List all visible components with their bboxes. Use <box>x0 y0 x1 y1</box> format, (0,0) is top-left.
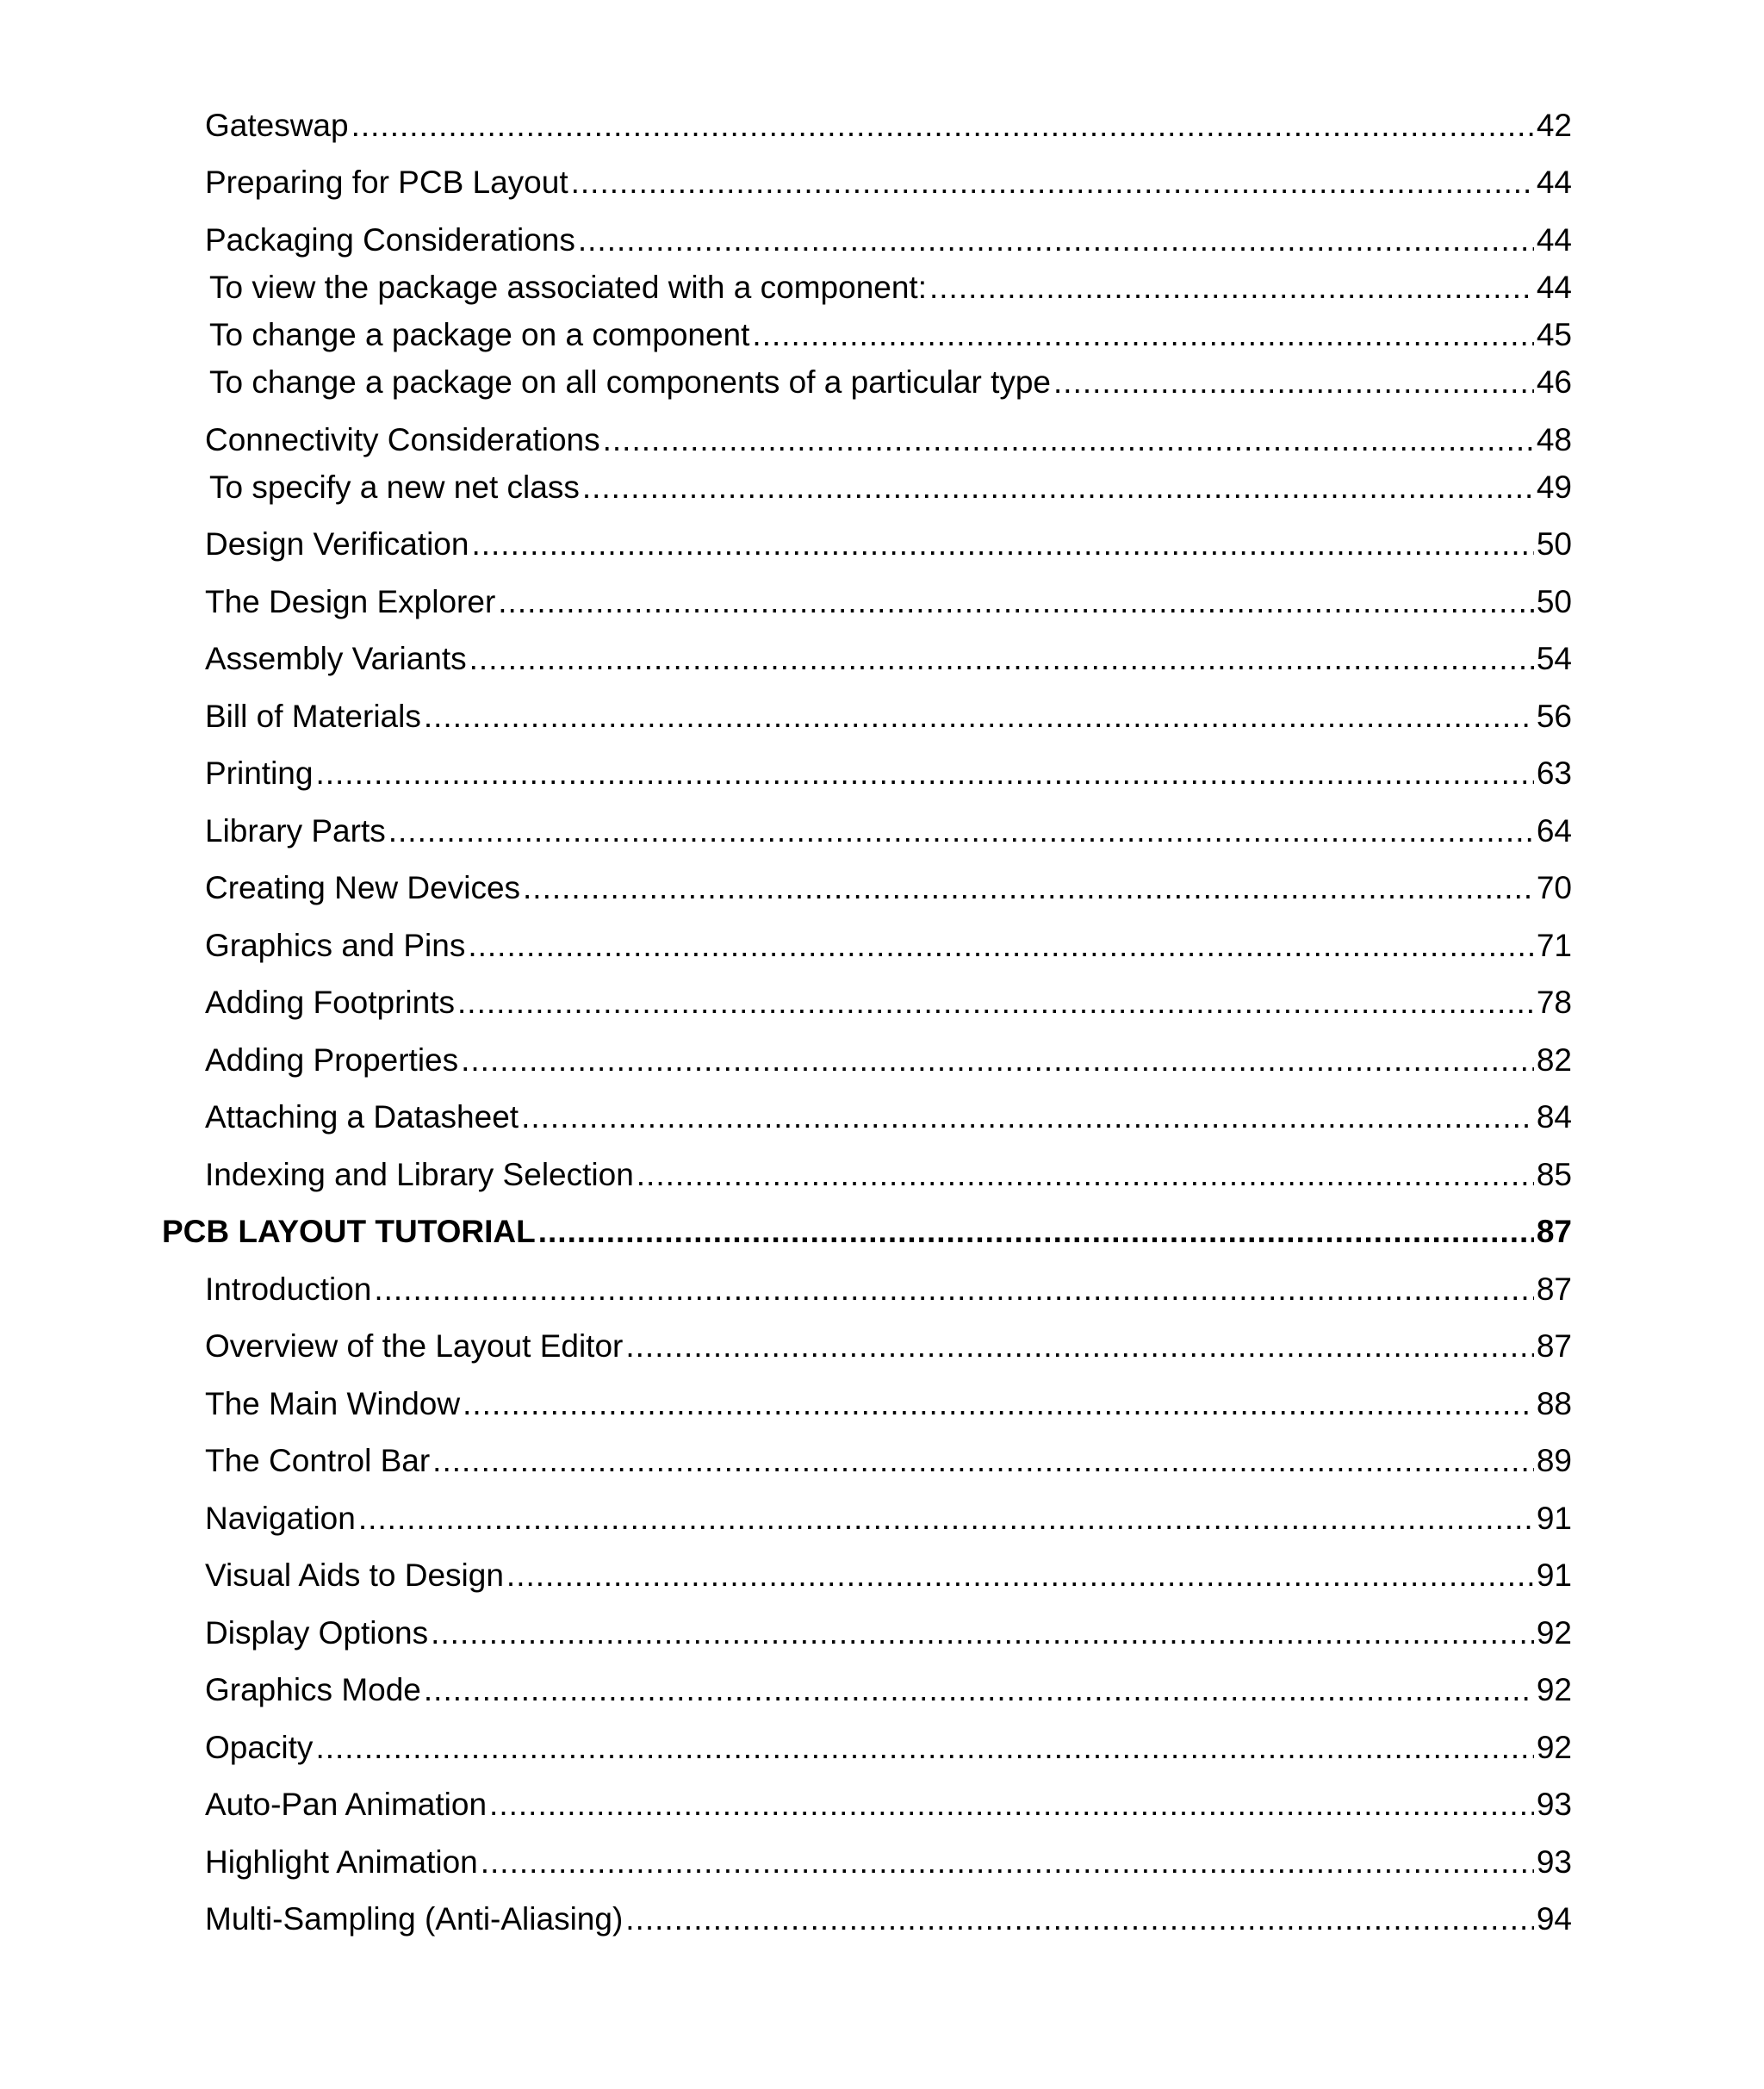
toc-entry-page: 45 <box>1536 317 1572 352</box>
toc-entry-title: The Control Bar <box>205 1443 431 1478</box>
toc-entry[interactable] <box>209 316 1572 354</box>
toc-leader-dots <box>571 164 1534 202</box>
toc-entry-page: 87 <box>1536 1271 1572 1307</box>
toc-entry-title: Gateswap <box>205 108 349 143</box>
toc-leader-dots <box>523 869 1534 907</box>
toc-entry[interactable] <box>205 1156 1572 1194</box>
toc-chapter-title: PCB LAYOUT TUTORIAL <box>162 1214 536 1249</box>
toc-entry-page: 82 <box>1536 1042 1572 1078</box>
toc-entry-title: Preparing for PCB Layout <box>205 165 568 200</box>
toc-entry[interactable] <box>205 1671 1572 1709</box>
toc-entry-title: Introduction <box>205 1271 372 1307</box>
toc-entry-page: 84 <box>1536 1099 1572 1135</box>
toc-chapter-entry[interactable] <box>162 1213 1572 1251</box>
toc-entry-page: 87 <box>1536 1328 1572 1364</box>
toc-entry-page: 54 <box>1536 641 1572 676</box>
toc-entry[interactable] <box>205 421 1572 459</box>
toc-entry[interactable] <box>205 1900 1572 1938</box>
toc-entry-page: 94 <box>1536 1901 1572 1937</box>
toc-entry-page: 92 <box>1536 1672 1572 1707</box>
toc-entry[interactable] <box>205 1729 1572 1767</box>
toc-entry-page: 93 <box>1536 1844 1572 1880</box>
toc-entry-title: Bill of Materials <box>205 699 421 734</box>
toc-entry[interactable] <box>205 1385 1572 1423</box>
toc-leader-dots <box>929 269 1534 307</box>
toc-entry-page: 42 <box>1536 108 1572 143</box>
toc-entry-title: Indexing and Library Selection <box>205 1157 634 1192</box>
toc-chapter-page: 87 <box>1536 1214 1572 1249</box>
toc-entry-title: Overview of the Layout Editor <box>205 1328 624 1364</box>
toc-leader-dots <box>538 1213 1534 1251</box>
toc-entry-title: The Main Window <box>205 1386 461 1421</box>
toc-entry-page: 93 <box>1536 1787 1572 1822</box>
toc-entry-title: To change a package on all components of a particular type <box>209 364 1052 400</box>
toc-entry-page: 56 <box>1536 699 1572 734</box>
toc-leader-dots <box>582 469 1534 507</box>
toc-leader-dots <box>481 1843 1534 1881</box>
toc-leader-dots <box>431 1614 1534 1652</box>
toc-entry[interactable] <box>205 525 1572 563</box>
toc-entry-page: 50 <box>1536 584 1572 619</box>
toc-entry-page: 85 <box>1536 1157 1572 1192</box>
toc-entry-title: Printing <box>205 755 314 791</box>
toc-leader-dots <box>1053 364 1534 401</box>
toc-entry-page: 88 <box>1536 1386 1572 1421</box>
toc-entry[interactable] <box>205 1557 1572 1595</box>
toc-entry-title: Design Verification <box>205 526 469 562</box>
toc-leader-dots <box>351 107 1534 145</box>
toc-entry[interactable] <box>205 1442 1572 1480</box>
toc-leader-dots <box>461 1041 1534 1079</box>
toc-entry[interactable] <box>205 1327 1572 1365</box>
toc-entry[interactable] <box>205 1271 1572 1309</box>
toc-entry[interactable] <box>205 1098 1572 1136</box>
toc-entry[interactable] <box>205 107 1572 145</box>
toc-entry-page: 49 <box>1536 469 1572 505</box>
toc-entry-page: 48 <box>1536 422 1572 457</box>
toc-entry-title: Assembly Variants <box>205 641 467 676</box>
toc-entry[interactable] <box>205 698 1572 736</box>
toc-entry[interactable] <box>205 812 1572 850</box>
toc-entry[interactable] <box>205 755 1572 793</box>
toc-entry-title: Library Parts <box>205 813 386 849</box>
toc-entry-page: 64 <box>1536 813 1572 849</box>
toc-leader-dots <box>315 1729 1533 1767</box>
toc-entry-title: Multi-Sampling (Anti-Aliasing) <box>205 1901 624 1937</box>
toc-entry[interactable] <box>205 164 1572 202</box>
toc-leader-dots <box>603 421 1534 459</box>
toc-entry-page: 89 <box>1536 1443 1572 1478</box>
toc-entry-page: 70 <box>1536 870 1572 905</box>
toc-entry-title: Highlight Animation <box>205 1844 478 1880</box>
toc-entry[interactable] <box>209 269 1572 307</box>
toc-entry-title: To change a package on a component <box>209 317 750 352</box>
toc-entry-page: 46 <box>1536 364 1572 400</box>
toc-entry-title: To specify a new net class <box>209 469 580 505</box>
toc-entry-title: Attaching a Datasheet <box>205 1099 519 1135</box>
toc-entry[interactable] <box>205 221 1572 259</box>
toc-entry-page: 63 <box>1536 755 1572 791</box>
toc-entry-title: Adding Footprints <box>205 985 456 1020</box>
toc-entry[interactable] <box>205 927 1572 965</box>
toc-entry-title: Opacity <box>205 1730 314 1765</box>
toc-entry[interactable] <box>205 1041 1572 1079</box>
toc-entry[interactable] <box>205 1614 1572 1652</box>
toc-leader-dots <box>752 316 1533 354</box>
toc-leader-dots <box>432 1442 1534 1480</box>
toc-leader-dots <box>457 984 1534 1022</box>
toc-leader-dots <box>424 1671 1534 1709</box>
toc-entry-page: 92 <box>1536 1730 1572 1765</box>
toc-leader-dots <box>469 640 1534 678</box>
toc-entry-title: Packaging Considerations <box>205 222 575 258</box>
toc-entry-title: Creating New Devices <box>205 870 521 905</box>
toc-entry-title: The Design Explorer <box>205 584 496 619</box>
toc-entry[interactable] <box>209 364 1572 401</box>
toc-entry-page: 91 <box>1536 1557 1572 1593</box>
toc-leader-dots <box>315 755 1533 793</box>
toc-entry-title: Auto-Pan Animation <box>205 1787 488 1822</box>
toc-entry-title: Connectivity Considerations <box>205 422 600 457</box>
toc-entry-title: Visual Aids to Design <box>205 1557 504 1593</box>
toc-leader-dots <box>463 1385 1534 1423</box>
toc-leader-dots <box>424 698 1534 736</box>
toc-entry-page: 92 <box>1536 1615 1572 1651</box>
toc-entry-title: Navigation <box>205 1501 356 1536</box>
toc-entry-page: 44 <box>1536 165 1572 200</box>
toc-entry[interactable] <box>205 1500 1572 1538</box>
toc-entry-title: Adding Properties <box>205 1042 459 1078</box>
toc-leader-dots <box>506 1557 1534 1595</box>
toc-leader-dots <box>374 1271 1533 1309</box>
toc-leader-dots <box>489 1786 1534 1824</box>
toc-entry[interactable] <box>205 583 1572 621</box>
toc-entry[interactable] <box>205 1786 1572 1824</box>
toc-entry[interactable] <box>205 984 1572 1022</box>
toc-leader-dots <box>471 525 1533 563</box>
toc-entry-title: Graphics and Pins <box>205 928 466 963</box>
toc-entry[interactable] <box>209 469 1572 507</box>
toc-entry-page: 78 <box>1536 985 1572 1020</box>
toc-leader-dots <box>625 1900 1534 1938</box>
toc-entry-page: 91 <box>1536 1501 1572 1536</box>
toc-entry-page: 44 <box>1536 270 1572 305</box>
toc-entry-page: 50 <box>1536 526 1572 562</box>
toc-leader-dots <box>358 1500 1534 1538</box>
toc-leader-dots <box>637 1156 1534 1194</box>
toc-leader-dots <box>521 1098 1534 1136</box>
toc-entry[interactable] <box>205 869 1572 907</box>
toc-entry[interactable] <box>205 640 1572 678</box>
toc-entry-title: Graphics Mode <box>205 1672 421 1707</box>
toc-leader-dots <box>388 812 1534 850</box>
toc-entry-page: 44 <box>1536 222 1572 258</box>
toc-entry-title: To view the package associated with a component: <box>209 270 927 305</box>
toc-leader-dots <box>468 927 1534 965</box>
toc-leader-dots <box>578 221 1534 259</box>
toc-leader-dots <box>625 1327 1533 1365</box>
toc-entry-title: Display Options <box>205 1615 429 1651</box>
toc-entry-page: 71 <box>1536 928 1572 963</box>
toc-leader-dots <box>498 583 1534 621</box>
toc-entry[interactable] <box>205 1843 1572 1881</box>
